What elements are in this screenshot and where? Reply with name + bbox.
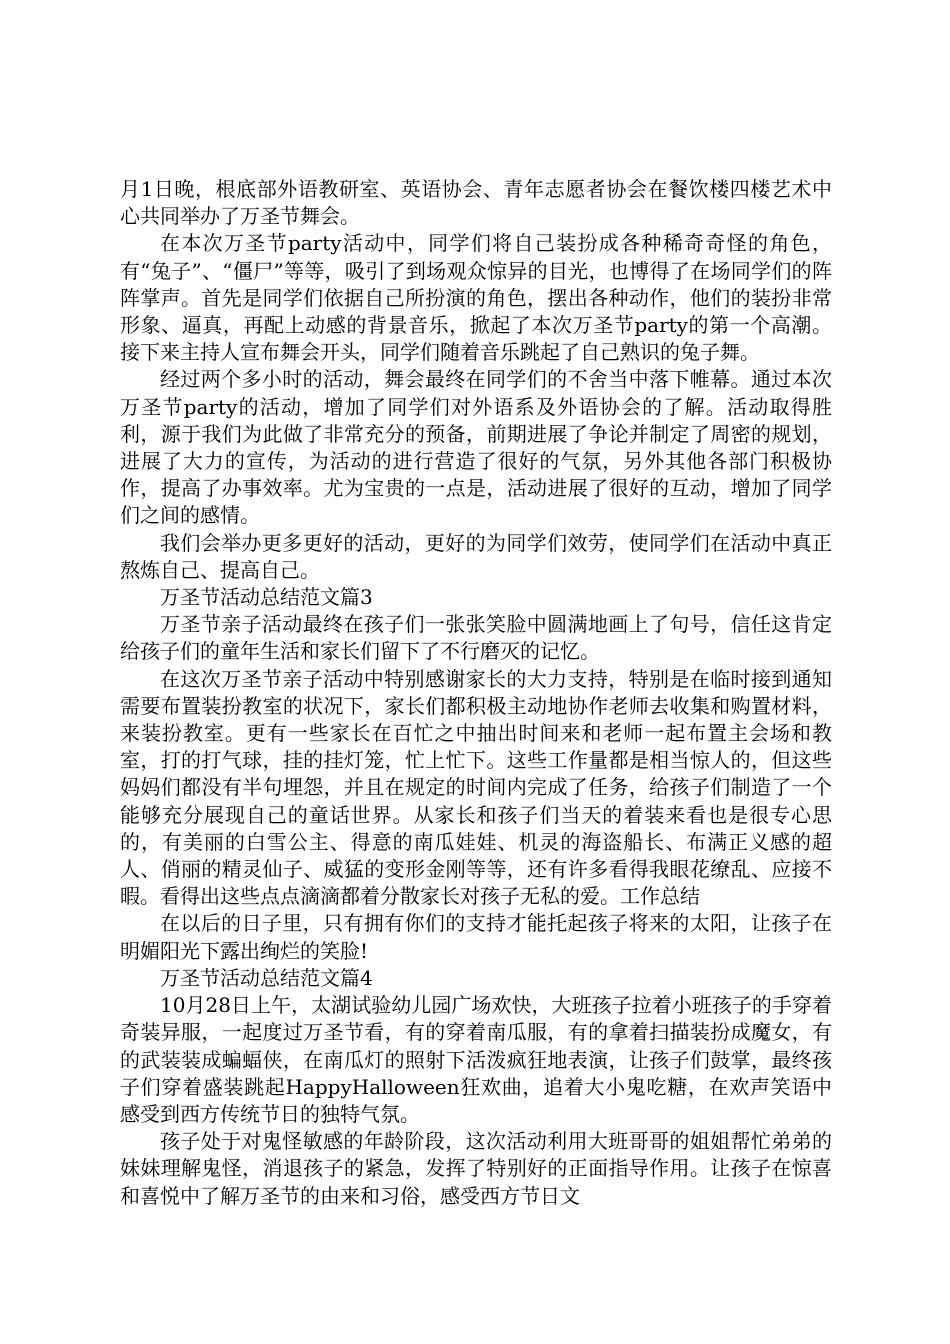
section-heading-3: 万圣节活动总结范文篇3 xyxy=(160,585,373,610)
document-body xyxy=(120,176,832,1210)
paragraph-8: 10月28日上午，太湖试验幼儿园广场欢快，大班孩子拉着小班孩子的手穿着奇装异服，一起度过万圣节看，有的穿着南瓜服，有的拿着扫描装扮成魔女，有的武装装成蝙蝠侠，在南瓜灯的照射下活泼疯狂地表演，让孩子们鼓掌，最终孩子们穿着盛装跳起HappyHalloween狂欢曲，追着大小鬼吃糖，在欢声笑语中感受到西方传统节日的独特气氛。 xyxy=(120,993,832,1126)
paragraph-5: 万圣节亲子活动最终在孩子们一张张笑脸中圆满地画上了句号，信任这肯定给孩子们的童年生活和家长们留下了不行磨灭的记忆。 xyxy=(120,612,832,664)
paragraph-4: 我们会举办更多更好的活动，更好的为同学们效劳，使同学们在活动中真正熬炼自己、提高自己。 xyxy=(120,530,832,582)
section-heading-4: 万圣节活动总结范文篇4 xyxy=(160,965,373,990)
paragraph-7: 在以后的日子里，只有拥有你们的支持才能托起孩子将来的太阳，让孩子在明媚阳光下露出绚烂的笑脸! xyxy=(120,911,832,963)
paragraph-2: 在本次万圣节party活动中，同学们将自己装扮成各种稀奇奇怪的角色，有“兔子”、“僵尸”等等，吸引了到场观众惊异的目光，也博得了在场同学们的阵阵掌声。首先是同学们依据自己所扮演的角色，摆出各种动作，他们的装扮非常形象、逼真，再配上动感的背景音乐，掀起了本次万圣节party的第一个高潮。接下来主持人宣布舞会开头，同学们随着音乐跳起了自己熟识的兔子舞。 xyxy=(120,231,832,365)
paragraph-1: 月1日晚，根底部外语教研室、英语协会、青年志愿者协会在餐饮楼四楼艺术中心共同举办了万圣节舞会。 xyxy=(120,177,832,229)
paragraph-3: 经过两个多小时的活动，舞会最终在同学们的不舍当中落下帷幕。通过本次万圣节party的活动，增加了同学们对外语系及外语协会的了解。活动取得胜利，源于我们为此做了非常充分的预备，前期进展了争论并制定了周密的规划，进展了大力的宣传，为活动的进行营造了很好的气氛，另外其他各部门积极协作，提高了办事效率。尤为宝贵的一点是，活动进展了很好的互动，增加了同学们之间的感情。 xyxy=(120,367,832,528)
paragraph-6: 在这次万圣节亲子活动中特别感谢家长的大力支持，特别是在临时接到通知需要布置装扮教室的状况下，家长们都积极主动地协作老师去收集和购置材料，来装扮教室。更有一些家长在百忙之中抽出时间来和老师一起布置主会场和教室，打的打气球，挂的挂灯笼，忙上忙下。这些工作量都是相当惊人的，但这些妈妈们都没有半句埋怨，并且在规定的时间内完成了任务，给孩子们制造了一个能够充分展现自己的童话世界。从家长和孩子们当天的着装来看也是很专心思的，有美丽的白雪公主、得意的南瓜娃娃、机灵的海盗船长、布满正义感的超人、俏丽的精灵仙子、威猛的变形金刚等等，还有许多看得我眼花缭乱、应接不暇。看得出这些点点滴滴都着分散家长对孩子无私的爱。工作总结 xyxy=(120,666,832,909)
paragraph-9: 孩子处于对鬼怪敏感的年龄阶段，这次活动利用大班哥哥的姐姐帮忙弟弟的妹妹理解鬼怪，消退孩子的紧急，发挥了特别好的正面指导作用。让孩子在惊喜和喜悦中了解万圣节的由来和习俗，感受西方节日文 xyxy=(120,1129,832,1208)
